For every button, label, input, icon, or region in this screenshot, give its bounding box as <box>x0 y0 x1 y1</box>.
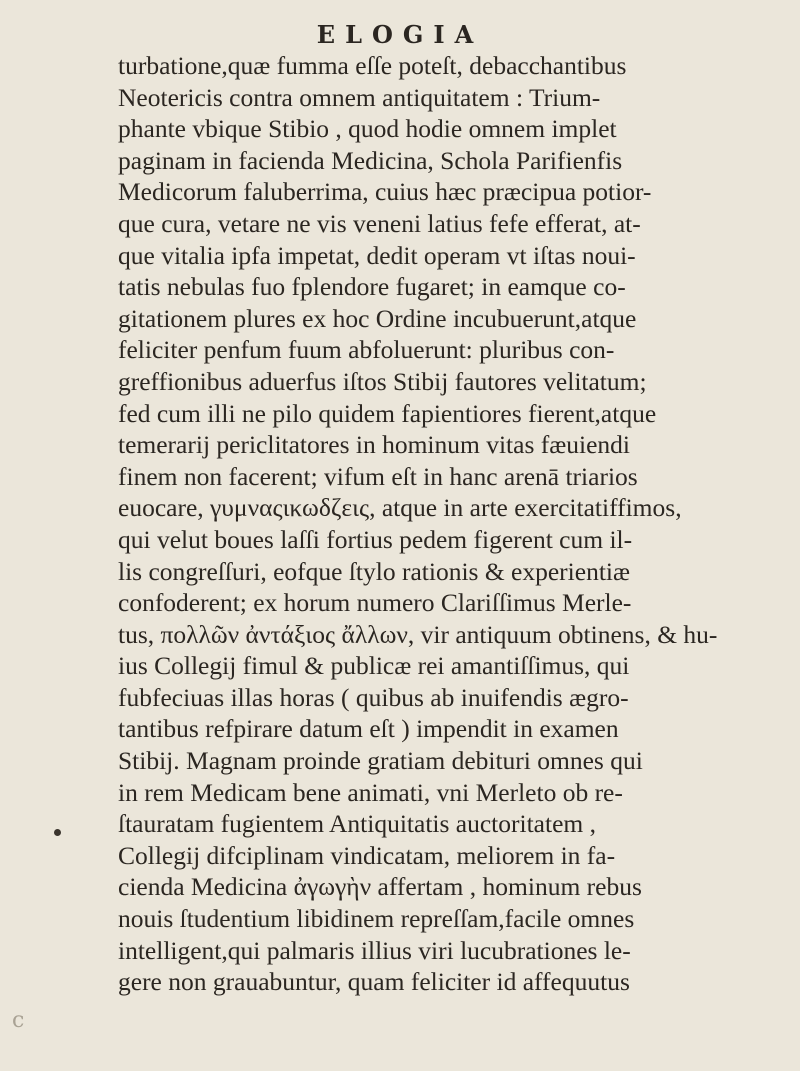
text-line: Stibij. Magnam proinde gratiam debituri omnes qui <box>118 746 643 776</box>
text-line: fubfeciuas illas horas ( quibus ab inuifendis ægro- <box>118 682 629 712</box>
text-line: que vitalia ipfa impetat, dedit operam vt iſtas noui- <box>118 240 636 270</box>
text-line: feliciter penfum fuum abfoluerunt: pluribus con- <box>118 335 615 365</box>
text-line: que cura, vetare ne vis veneni latius fefe efferat, at- <box>118 208 641 238</box>
ink-dot <box>54 829 61 836</box>
text-line: greffionibus aduerfus iſtos Stibij fautores velitatum; <box>118 366 647 396</box>
text-line: intelligent,qui palmaris illius viri lucubrationes le- <box>118 935 631 965</box>
text-line: paginam in facienda Medicina, Schola Parifienfis <box>118 145 623 175</box>
text-line: qui velut boues laſſi fortius pedem figerent cum il- <box>118 524 633 554</box>
body-text <box>118 50 728 998</box>
text-line: nouis ſtudentium libidinem repreſſam,facile omnes <box>118 904 635 934</box>
text-line: confoderent; ex horum numero Clariſſimus Merle- <box>118 588 632 618</box>
text-line: cienda Medicina ἀγωγὴν affertam , hominum rebus <box>118 872 642 902</box>
text-line: Medicorum faluberrima, cuius hæc præcipua potior- <box>118 177 652 207</box>
text-line: euocare, γυμναςικωδζεις, atque in arte exercitatiffimos, <box>118 493 682 523</box>
text-line: gere non grauabuntur, quam feliciter id affequutus <box>118 967 630 997</box>
text-line: gitationem plures ex hoc Ordine incubuerunt,atque <box>118 303 637 333</box>
text-line: finem non facerent; vifum eſt in hanc arenā triarios <box>118 461 638 491</box>
text-line: lis congreſſuri, eofque ſtylo rationis & experientiæ <box>118 556 631 586</box>
text-line: fed cum illi ne pilo quidem fapientiores fierent,atque <box>118 398 657 428</box>
text-line: tatis nebulas fuo fplendore fugaret; in eamque co- <box>118 272 626 302</box>
text-line: phante vbique Stibio , quod hodie omnem implet <box>118 114 617 144</box>
text-line: Neotericis contra omnem antiquitatem : Trium- <box>118 82 601 112</box>
running-header: ELOGIA <box>316 20 484 49</box>
text-line: tantibus refpirare datum eſt ) impendit in examen <box>118 714 619 744</box>
margin-mark: c <box>12 1008 25 1033</box>
text-line: in rem Medicam bene animati, vni Merleto ob re- <box>118 777 623 807</box>
text-line: turbatione,quæ fumma eſſe poteſt, debacchantibus <box>118 51 627 80</box>
text-line: temerarij periclitatores in hominum vitas fæuiendi <box>118 430 630 460</box>
text-line: ius Collegij fimul & publicæ rei amantiſſimus, qui <box>118 651 630 681</box>
text-line: tus, πολλῶν ἀντάξιος ἄλλων, vir antiquum obtinens, & hu- <box>118 619 718 649</box>
text-line: ſtauratam fugientem Antiquitatis auctoritatem , <box>118 809 596 839</box>
text-line: Collegij difciplinam vindicatam, meliorem in fa- <box>118 840 616 870</box>
